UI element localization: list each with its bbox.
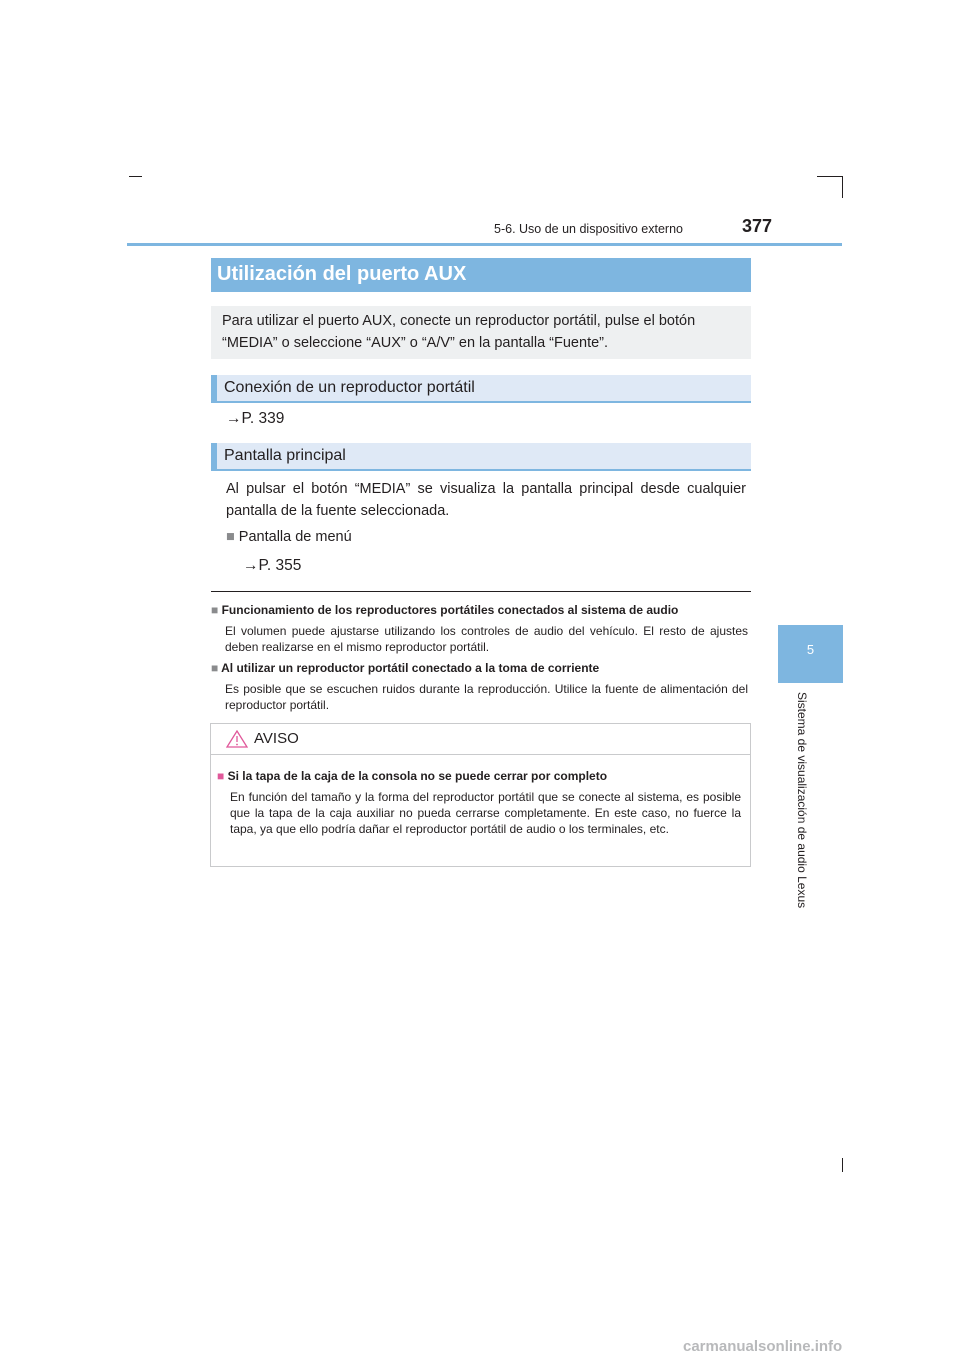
- warning-header: [211, 724, 750, 755]
- bullet-square-icon: ■: [211, 603, 219, 617]
- notes-divider: [211, 591, 751, 592]
- note-text-1: El volumen puede ajustarse utilizando los controles de audio del vehículo. El resto de ajustes deben realizarse en el mismo reproductor portátil.: [225, 624, 748, 654]
- note-heading-text: Al utilizar un reproductor portátil conectado a la toma de corriente: [221, 661, 600, 675]
- note-heading-text: Funcionamiento de los reproductores portátiles conectados al sistema de audio: [221, 603, 679, 617]
- page-number: 377: [742, 216, 773, 236]
- warning-triangle-icon: [226, 730, 248, 748]
- note-heading-1: [211, 603, 678, 617]
- note-text-2: Es posible que se escuchen ruidos durante la reproducción. Utilice la fuente de alimentación del reproductor portátil.: [225, 682, 748, 712]
- header-rule: [127, 243, 842, 246]
- intro-box: [211, 306, 751, 359]
- menu-page-ref[interactable]: →P. 355: [243, 557, 302, 574]
- connection-heading-text: Conexión de un reproductor portátil: [224, 379, 475, 396]
- bullet-square-icon: ■: [211, 661, 219, 675]
- main-screen-heading: [211, 443, 751, 471]
- connection-page-ref[interactable]: →P. 339: [226, 410, 285, 427]
- crop-mark: [842, 176, 843, 198]
- section-label: 5-6. Uso de un dispositivo externo: [494, 222, 683, 236]
- menu-heading: [226, 529, 352, 545]
- note-heading-2: [211, 661, 599, 675]
- chapter-title: Sistema de visualización de audio Lexus: [795, 692, 809, 909]
- crop-mark: [129, 176, 142, 177]
- warning-title: AVISO: [254, 730, 299, 747]
- main-screen-body: Al pulsar el botón “MEDIA” se visualiza la pantalla principal desde cualquier pantalla de la fuente seleccionada.: [226, 481, 746, 519]
- crop-mark: [842, 1158, 843, 1172]
- menu-heading-text: Pantalla de menú: [238, 529, 352, 545]
- chapter-tab: 5: [778, 625, 843, 683]
- bullet-square-icon: ■: [226, 529, 235, 545]
- intro-text: Para utilizar el puerto AUX, conecte un reproductor portátil, pulse el botón “MEDIA” o seleccione “AUX” o “A/V” en la pantalla “Fuente”.: [222, 313, 696, 351]
- connection-heading: [211, 375, 751, 403]
- warning-text: En función del tamaño y la forma del reproductor portátil que se conecte al sistema, es posible que la tapa de la caja auxiliar no pueda cerrarse completamente. En este caso, no fuerce la tapa, ya que ello podría dañar el reproductor portátil de audio o los terminales, etc.: [230, 790, 741, 836]
- warning-heading: [217, 769, 607, 783]
- watermark: carmanualsonline.info: [683, 1338, 843, 1355]
- page-title: Utilización del puerto AUX: [211, 258, 751, 292]
- bullet-square-icon: ■: [217, 769, 225, 783]
- crop-mark: [817, 176, 842, 177]
- main-screen-heading-text: Pantalla principal: [224, 447, 346, 464]
- warning-heading-text: Si la tapa de la caja de la consola no se puede cerrar por completo: [227, 769, 608, 783]
- warning-box: [210, 723, 751, 867]
